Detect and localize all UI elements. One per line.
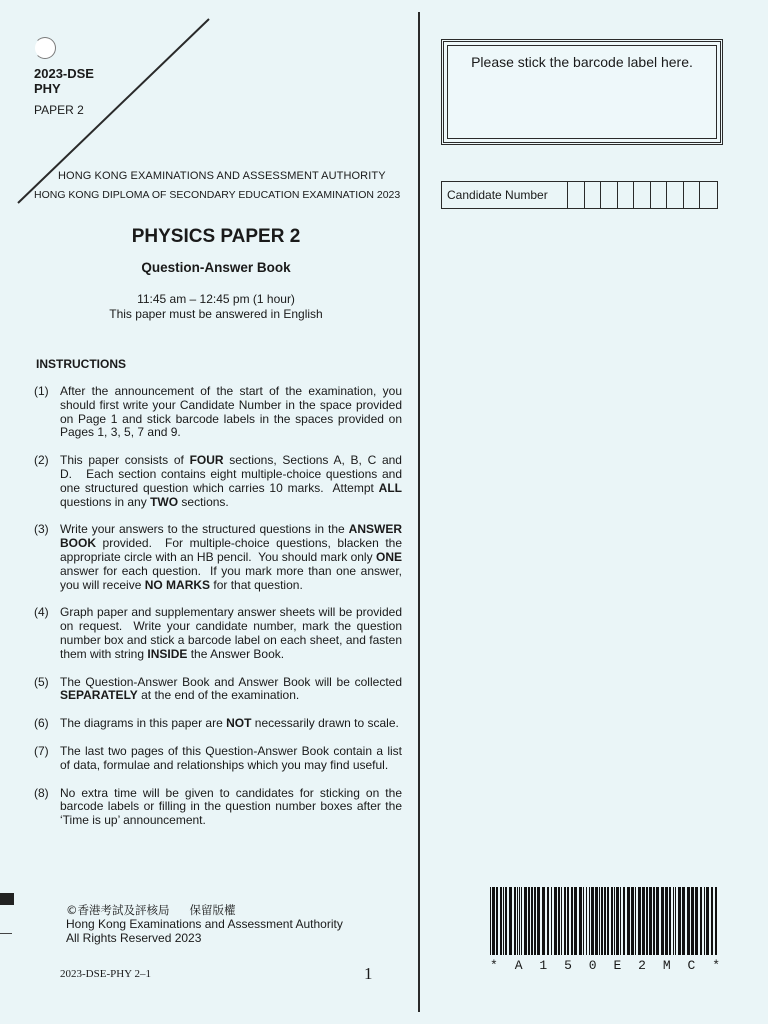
barcode-char: C <box>687 958 696 973</box>
barcode-char: E <box>613 958 622 973</box>
barcode-bar <box>534 887 536 955</box>
copyright-rights: All Rights Reserved 2023 <box>66 931 202 945</box>
barcode-bar <box>571 887 573 955</box>
barcode-bar <box>691 887 694 955</box>
barcode-bar <box>542 887 545 955</box>
barcode-bar <box>531 887 533 955</box>
barcode-bar <box>635 887 636 955</box>
exam-time: 11:45 am – 12:45 pm (1 hour) <box>137 292 295 306</box>
page-subtitle: Question-Answer Book <box>141 260 291 275</box>
instruction-text: The diagrams in this paper are NOT necessarily drawn to scale. <box>60 716 399 731</box>
instruction-text: No extra time will be given to candidates for sticking on the barcode labels or filling in the question number boxes after the ‘Time is up’ announcement. <box>60 785 402 828</box>
barcode-bar <box>682 887 685 955</box>
barcode-image <box>490 887 720 957</box>
barcode-bar <box>583 887 584 955</box>
barcode-bar <box>687 887 690 955</box>
instruction-number: (4) <box>34 605 49 620</box>
candidate-number-cell[interactable] <box>601 182 618 208</box>
instruction-item <box>34 606 402 661</box>
candidate-number-cell[interactable] <box>651 182 668 208</box>
barcode-bar <box>500 887 502 955</box>
instruction-text: Write your answers to the structured questions in the ANSWER BOOK provided. For multiple-choice questions, blacken the appropriate circle with an HB pencil. You should mark only ONE answer for each question. If you mark more than one answer, you will receive NO MARKS for that question. <box>60 522 402 592</box>
barcode-bar <box>649 887 652 955</box>
subject-code <box>34 66 94 96</box>
barcode-bar <box>675 887 676 955</box>
barcode-bar <box>492 887 495 955</box>
instructions-list <box>34 385 402 842</box>
candidate-number-cell[interactable] <box>700 182 717 208</box>
instruction-text: Graph paper and supplementary answer sheets will be provided on request. Write your candidate number, mark the question number box and stick a barcode label on each sheet, and fasten them with string INSIDE the Answer Book. <box>60 605 402 661</box>
barcode-bar <box>704 887 705 955</box>
candidate-number-cell[interactable] <box>684 182 701 208</box>
barcode-bar <box>591 887 594 955</box>
instruction-item <box>34 787 402 828</box>
copyright-english: Hong Kong Examinations and Assessment Authority <box>66 917 343 931</box>
barcode-bar <box>547 887 549 955</box>
instructions-heading: INSTRUCTIONS <box>36 357 126 371</box>
candidate-number-cell[interactable] <box>568 182 585 208</box>
barcode-bar <box>656 887 659 955</box>
instruction-text: This paper consists of FOUR sections, Sections A, B, C and D. Each section contains eight multiple-choice questions and one structured question which carries 10 marks. Attempt ALL questions in any TWO sections. <box>60 453 402 509</box>
instruction-number: (3) <box>34 522 49 537</box>
barcode-bar <box>601 887 603 955</box>
instruction-item <box>34 523 402 592</box>
barcode-bar <box>496 887 498 955</box>
barcode-bar <box>631 887 634 955</box>
barcode-bar <box>673 887 674 955</box>
exam-year-code: 2023-DSE <box>34 66 94 81</box>
paper-number: PAPER 2 <box>34 103 84 117</box>
barcode-bar <box>554 887 557 955</box>
exam-time-info <box>0 292 432 321</box>
scan-mark-line <box>0 933 12 934</box>
barcode-bar <box>665 887 668 955</box>
barcode-bar <box>653 887 655 955</box>
barcode-bar <box>700 887 702 955</box>
barcode-char: 5 <box>564 958 572 973</box>
barcode-bar <box>607 887 609 955</box>
exam-name: HONG KONG DIPLOMA OF SECONDARY EDUCATION EXAMINATION 2023 <box>34 189 401 201</box>
page-title: PHYSICS PAPER 2 <box>131 226 301 247</box>
copyright-chinese: ©香港考試及評核局 <box>66 903 170 917</box>
instruction-text: The Question-Answer Book and Answer Book will be collected SEPARATELY at the end of the examination. <box>60 674 402 703</box>
barcode-bar <box>611 887 613 955</box>
instruction-number: (5) <box>34 674 49 689</box>
candidate-number-label: Candidate Number <box>442 182 568 208</box>
barcode-bar <box>695 887 698 955</box>
barcode-bar <box>706 887 709 955</box>
barcode-char: A <box>514 958 523 973</box>
barcode-bar <box>528 887 530 955</box>
candidate-number-cell[interactable] <box>618 182 635 208</box>
scan-mark <box>0 893 14 905</box>
instruction-number: (1) <box>34 384 49 398</box>
instruction-number: (6) <box>34 716 49 731</box>
barcode-bar <box>638 887 641 955</box>
exam-language: This paper must be answered in English <box>109 306 323 321</box>
barcode-label-text: Please stick the barcode label here. <box>471 54 693 70</box>
barcode-label-area <box>441 39 723 145</box>
barcode-bar <box>519 887 520 955</box>
barcode-bar <box>589 887 590 955</box>
instruction-text: After the announcement of the start of the examination, you should first write your Candidate Number in the space provided on Page 1 and stick barcode labels in the spaces provided on Pages 1, 3, 5, 7 and 9. <box>60 384 402 440</box>
copyright-block <box>66 903 343 945</box>
barcode-bar <box>586 887 587 955</box>
authority-name: HONG KONG EXAMINATIONS AND ASSESSMENT AUTHORITY <box>58 170 386 182</box>
barcode-bar <box>599 887 600 955</box>
instruction-number: (8) <box>34 785 49 800</box>
barcode-char: 0 <box>588 958 597 973</box>
copyright-chinese-rights: 保留版權 <box>189 903 236 917</box>
barcode-char: * <box>490 958 498 973</box>
instruction-item <box>34 676 402 704</box>
instruction-number: (2) <box>34 453 49 468</box>
instruction-text: The last two pages of this Question-Answer Book contain a list of data, formulae and relationships which you may find useful. <box>60 743 402 772</box>
barcode-bar <box>627 887 630 955</box>
instruction-number: (7) <box>34 743 49 758</box>
barcode-bar <box>509 887 512 955</box>
barcode-bar <box>517 887 518 955</box>
barcode-bar <box>503 887 504 955</box>
barcode-text <box>490 958 720 973</box>
barcode-bar <box>711 887 713 955</box>
barcode-bar <box>524 887 527 955</box>
barcode-bar <box>678 887 681 955</box>
barcode-bar <box>537 887 540 955</box>
instruction-item <box>34 454 402 509</box>
candidate-number-cell[interactable] <box>634 182 651 208</box>
candidate-number-cell[interactable] <box>585 182 602 208</box>
barcode-bar <box>646 887 648 955</box>
page-divider <box>418 12 420 1012</box>
barcode-bar <box>661 887 664 955</box>
barcode-bar <box>564 887 566 955</box>
barcode-char: M <box>662 958 671 973</box>
instruction-item <box>34 385 402 440</box>
instruction-item <box>34 745 402 773</box>
barcode-bar <box>514 887 516 955</box>
barcode-bar <box>642 887 645 955</box>
page-number: 1 <box>364 964 373 983</box>
footer-code: 2023-DSE-PHY 2–1 <box>60 968 151 980</box>
candidate-number-cell[interactable] <box>667 182 684 208</box>
candidate-number-box <box>441 181 718 209</box>
barcode-bar <box>595 887 598 955</box>
barcode-char: 1 <box>539 958 548 973</box>
barcode-bar <box>561 887 562 955</box>
barcode-char: * <box>712 958 720 973</box>
barcode-bar <box>669 887 671 955</box>
barcode-bar <box>521 887 522 955</box>
barcode-bar <box>558 887 560 955</box>
barcode-bar <box>604 887 606 955</box>
instruction-item <box>34 717 402 731</box>
barcode-char: 2 <box>638 958 646 973</box>
barcode-bar <box>490 887 491 955</box>
barcode-bar <box>551 887 552 955</box>
subject-abbrev: PHY <box>34 81 61 96</box>
barcode-bar <box>567 887 569 955</box>
barcode-bar <box>715 887 717 955</box>
barcode-bar <box>505 887 507 955</box>
barcode-bar <box>579 887 582 955</box>
barcode-bar <box>623 887 625 955</box>
barcode-bar <box>620 887 621 955</box>
barcode-bar <box>614 887 615 955</box>
barcode-bar <box>616 887 619 955</box>
barcode-bar <box>574 887 577 955</box>
